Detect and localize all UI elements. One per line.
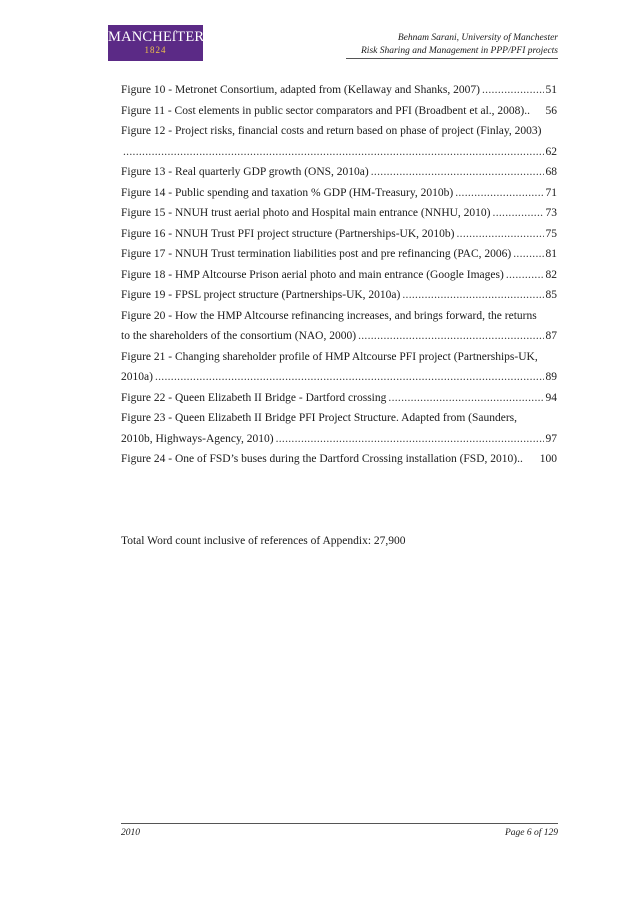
toc-entry-text: Figure 21 - Changing shareholder profile of HMP Altcourse PFI project (Partnerships-UK, (121, 350, 538, 363)
toc-entry-text: Figure 11 - Cost elements in public sector comparators and PFI (Broadbent et al., 2008).. (121, 104, 531, 117)
university-logo (108, 25, 203, 61)
toc-leader-dots (455, 187, 543, 199)
toc-entry[interactable] (121, 310, 557, 331)
header-author: Behnam Sarani, University of Manchester (397, 33, 558, 43)
toc-leader-dots (371, 166, 544, 178)
toc-entry-text: Figure 14 - Public spending and taxation % GDP (HM-Treasury, 2010b) (121, 186, 454, 199)
toc-page-number: 94 (545, 391, 557, 404)
toc-entry[interactable] (121, 105, 557, 126)
toc-entry[interactable] (121, 146, 557, 167)
toc-page-number: 73 (545, 207, 557, 219)
toc-page-number: 71 (545, 186, 557, 199)
toc-entry[interactable] (121, 248, 557, 269)
toc-leader-dots (493, 207, 544, 219)
toc-entry-text: Figure 15 - NNUH trust aerial photo and Hospital main entrance (NNHU, 2010) (121, 207, 491, 219)
toc-leader-dots (482, 84, 544, 96)
logo-year: 1824 (144, 45, 167, 55)
table-of-figures (121, 84, 557, 474)
toc-page-number: 85 (545, 289, 557, 301)
toc-entry-text: Figure 18 - HMP Altcourse Prison aerial photo and main entrance (Google Images) (121, 268, 504, 281)
toc-page-number: 62 (545, 145, 557, 158)
toc-entry[interactable] (121, 187, 557, 208)
toc-leader-dots (402, 289, 543, 301)
toc-leader-dots (155, 371, 544, 383)
toc-entry-text: 2010a) (121, 371, 153, 383)
header-title: Risk Sharing and Management in PPP/PFI projects (361, 46, 558, 56)
toc-page-number: 75 (545, 227, 557, 240)
toc-entry[interactable] (121, 412, 557, 433)
running-header (361, 32, 558, 58)
toc-entry[interactable] (121, 433, 557, 454)
logo-name: MANCHEſTER (108, 29, 205, 45)
footer-year: 2010 (121, 828, 140, 838)
toc-leader-dots (123, 146, 544, 158)
toc-entry[interactable] (121, 84, 557, 105)
toc-entry[interactable] (121, 330, 557, 351)
toc-entry-text: 2010b, Highways-Agency, 2010) (121, 432, 274, 445)
toc-entry[interactable] (121, 228, 557, 249)
toc-entry-text: Figure 20 - How the HMP Altcourse refinancing increases, and brings forward, the returns (121, 309, 537, 322)
toc-page-number: 97 (545, 432, 557, 445)
toc-entry[interactable] (121, 392, 557, 413)
toc-page-number: 68 (545, 166, 557, 178)
toc-entry-text: Figure 12 - Project risks, financial costs and return based on phase of project (Finlay, 2003) (121, 125, 542, 137)
toc-page-number: 56 (545, 104, 557, 117)
word-count: Total Word count inclusive of references of Appendix: 27,900 (121, 535, 406, 547)
toc-entry-text: Figure 19 - FPSL project structure (Partnerships-UK, 2010a) (121, 289, 401, 301)
toc-leader-dots (388, 392, 543, 404)
toc-page-number: 87 (545, 330, 557, 342)
toc-leader-dots (506, 269, 544, 281)
toc-entry-text: Figure 23 - Queen Elizabeth II Bridge PFI Project Structure. Adapted from (Saunders, (121, 412, 518, 424)
footer-page-number: Page 6 of 129 (504, 828, 558, 838)
toc-page-number: 89 (545, 371, 557, 383)
toc-entry-text: Figure 22 - Queen Elizabeth II Bridge - Dartford crossing (121, 391, 387, 404)
toc-entry-text: Figure 17 - NNUH Trust termination liabilities post and pre refinancing (PAC, 2006) (121, 248, 512, 260)
header-rule (346, 58, 558, 59)
toc-entry-text: Figure 24 - One of FSD’s buses during the Dartford Crossing installation (FSD, 2010).. (121, 453, 523, 465)
toc-page-number: 51 (545, 84, 557, 96)
toc-entry[interactable] (121, 125, 557, 146)
toc-leader-dots (513, 248, 543, 260)
toc-entry[interactable] (121, 166, 557, 187)
toc-entry-text: Figure 16 - NNUH Trust PFI project structure (Partnerships-UK, 2010b) (121, 227, 455, 240)
toc-leader-dots (456, 228, 543, 240)
toc-page-number: 81 (545, 248, 557, 260)
toc-leader-dots (358, 330, 543, 342)
toc-entry[interactable] (121, 269, 557, 290)
toc-entry[interactable] (121, 207, 557, 228)
toc-page-number: 82 (545, 268, 557, 281)
toc-entry-text: Figure 13 - Real quarterly GDP growth (ONS, 2010a) (121, 166, 369, 178)
toc-entry-text: Figure 10 - Metronet Consortium, adapted from (Kellaway and Shanks, 2007) (121, 84, 480, 96)
toc-entry[interactable] (121, 351, 557, 372)
toc-entry[interactable] (121, 453, 557, 474)
toc-leader-dots (276, 433, 544, 445)
toc-entry[interactable] (121, 289, 557, 310)
toc-entry-text: to the shareholders of the consortium (NAO, 2000) (121, 330, 357, 342)
footer-rule (121, 823, 558, 824)
toc-page-number: 100 (539, 453, 557, 465)
toc-entry[interactable] (121, 371, 557, 392)
